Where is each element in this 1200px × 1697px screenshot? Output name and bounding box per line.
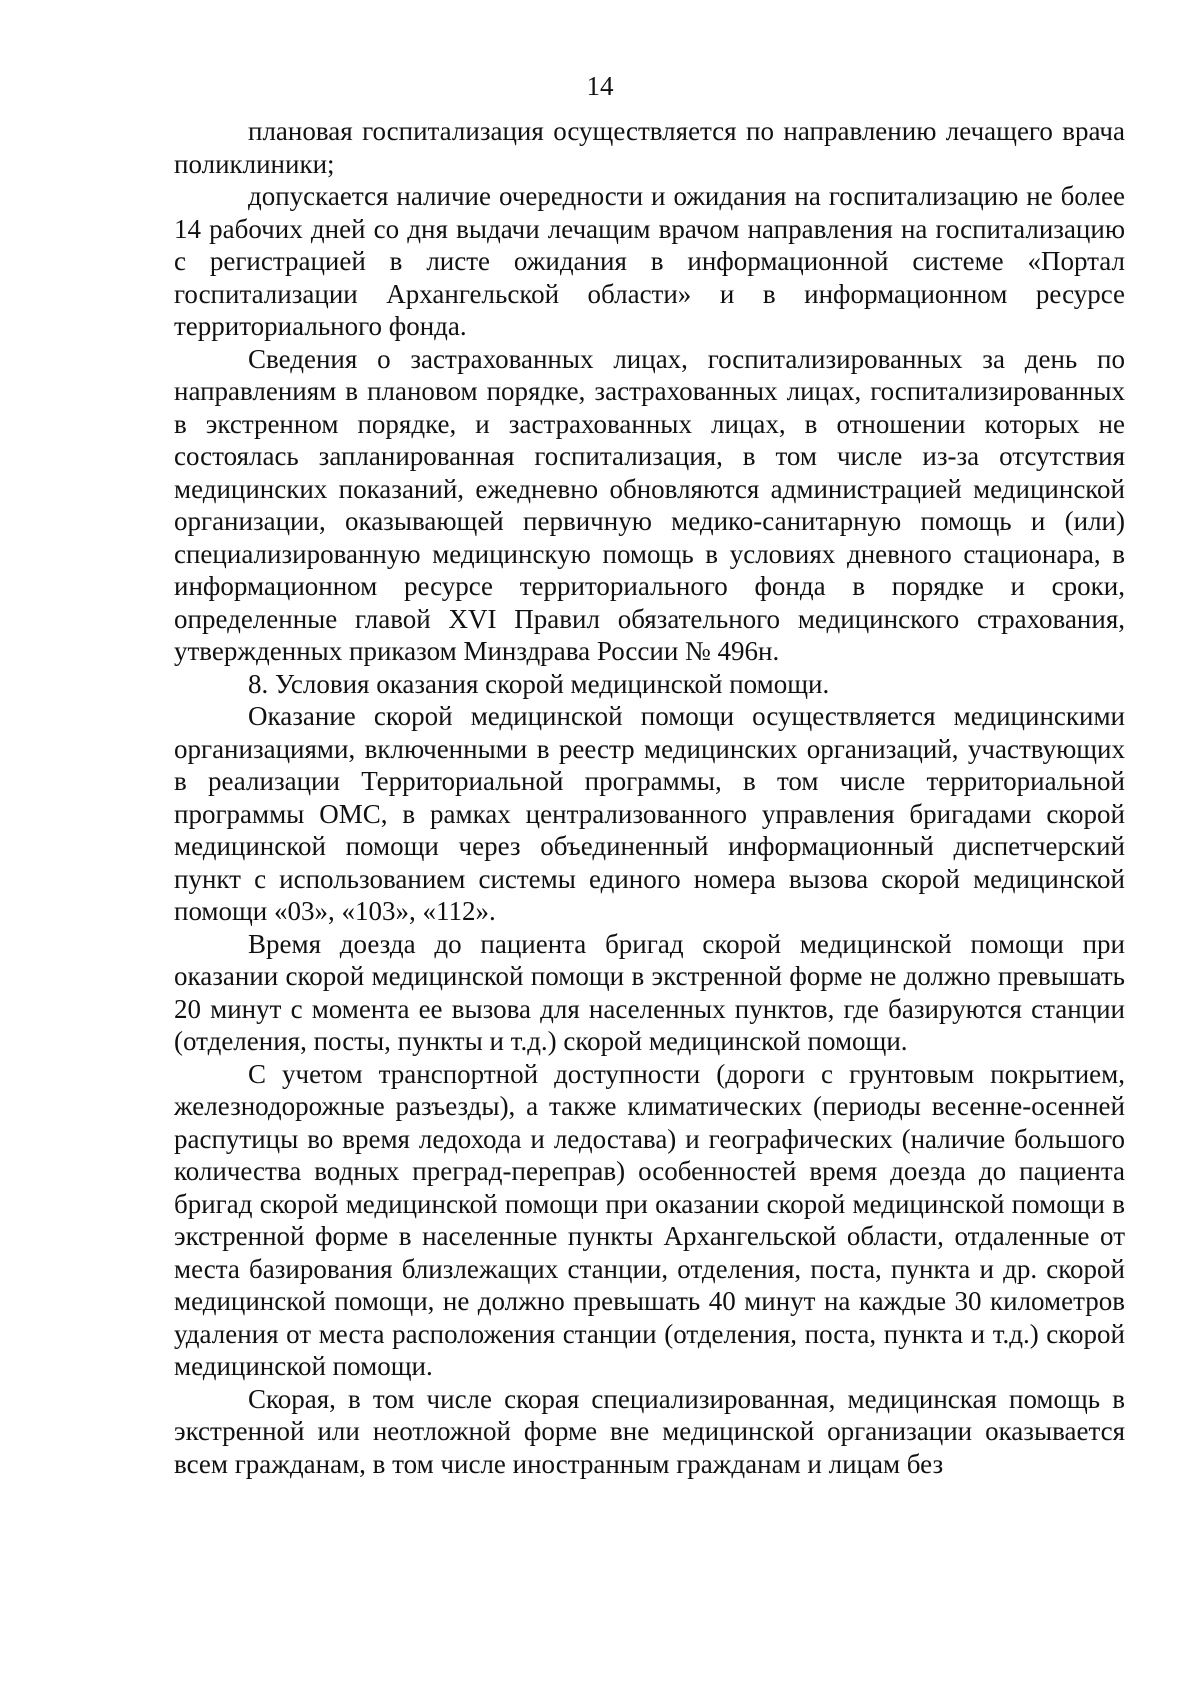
paragraph-emergency-care-all-citizens: Скорая, в том числе скорая специализированная, медицинская помощь в экстренной или неотложной форме вне медицинской организации оказывается всем гражданам, в том числе иностранным гражданам и лицам без (174, 1383, 1125, 1479)
paragraph-emergency-care-provision: Оказание скорой медицинской помощи осуществляется медицинскими организациями, включенными в реестр медицинских организаций, участвующих в реализации Территориальной программы, в том числе территориальной программы ОМС, в рамках централизованного управления бригадами скорой медицинской помощи через объединенный информационный диспетчерский пункт с использованием системы единого номера вызова скорой медицинской помощи «03», «103», «112». (174, 701, 1125, 926)
document-body (174, 115, 1125, 1480)
paragraph-planned-hospitalization: плановая госпитализация осуществляется по направлению лечащего врача поликлиники; (174, 116, 1125, 179)
page-number: 14 (586, 71, 614, 101)
paragraph-transport-accessibility: С учетом транспортной доступности (дороги с грунтовым покрытием, железнодорожные разъезды), а также климатических (периоды весенне-осенней распутицы во время ледохода и ледостава) и географических (наличие большого количества водных преград-переправ) особенностей время доезда до пациента бригад скорой медицинской помощи при оказании скорой медицинской помощи в экстренной форме в населенные пункты Архангельской области, отдаленные от места базирования близлежащих станции, отделения, поста, пункта и др. скорой медицинской помощи, не должно превышать 40 минут на каждые 30 километров удаления от места расположения станции (отделения, поста, пункта и т.д.) скорой медицинской помощи. (174, 1058, 1125, 1381)
section-heading-emergency-care: 8. Условия оказания скорой медицинской помощи. (248, 668, 830, 699)
paragraph-insured-persons-info: Сведения о застрахованных лицах, госпитализированных за день по направлениям в плановом порядке, застрахованных лицах, госпитализированных в экстренном порядке, и застрахованных лицах, в отношении которых не состоялась запланированная госпитализация, в том числе из-за отсутствия медицинских показаний, ежедневно обновляются администрацией медицинской организации, оказывающей первичную медико-санитарную помощь и (или) специализированную медицинскую помощь в условиях дневного стационара, в информационном ресурсе территориального фонда в порядке и сроки, определенные главой XVI Правил обязательного медицинского страхования, утвержденных приказом Минздрава России № 496н. (174, 343, 1125, 666)
paragraph-arrival-time: Время доезда до пациента бригад скорой медицинской помощи при оказании скорой медицинской помощи в экстренной форме не должно превышать 20 минут с момента ее вызова для населенных пунктов, где базируются станции (отделения, посты, пункты и т.д.) скорой медицинской помощи. (174, 928, 1125, 1056)
paragraph-waiting-list: допускается наличие очередности и ожидания на госпитализацию не более 14 рабочих дней со дня выдачи лечащим врачом направления на госпитализацию с регистрацией в листе ожидания в информационной системе «Портал госпитализации Архангельской области» и в информационном ресурсе территориального фонда. (174, 181, 1125, 341)
